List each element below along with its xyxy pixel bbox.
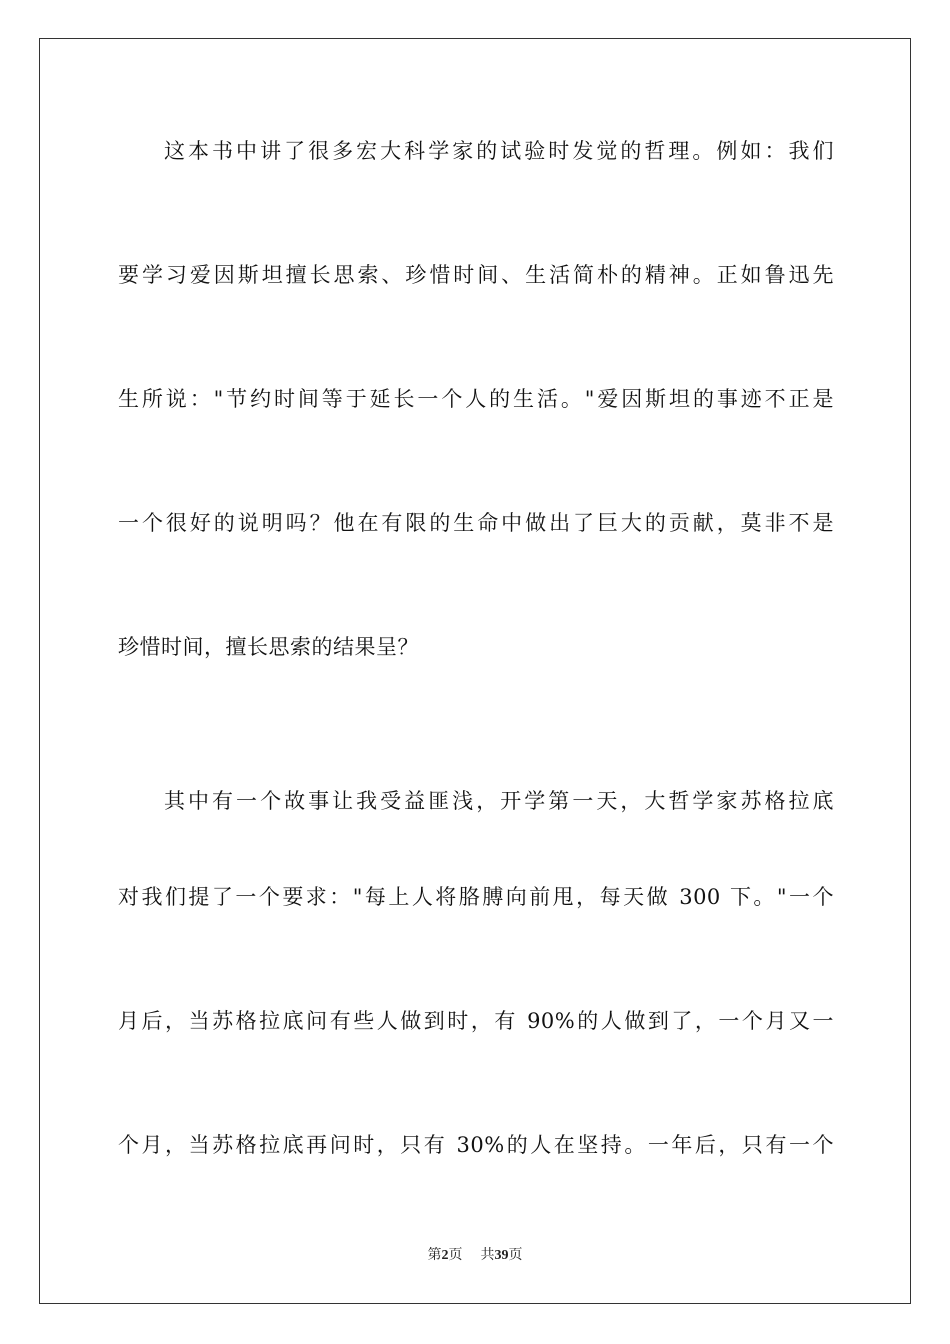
paragraph-1-line-4: 一个很好的说明吗？他在有限的生命中做出了巨大的贡献，莫非不是 [118,511,834,535]
total-page-number: 39 [494,1248,509,1263]
page-footer [0,1244,950,1264]
paragraph-2-line-1: 其中有一个故事让我受益匪浅，开学第一天，大哲学家苏格拉底 [164,789,834,813]
paragraph-1-line-2: 要学习爱因斯坦擅长思索、珍惜时间、生活简朴的精神。正如鲁迅先 [118,263,834,287]
paragraph-2-line-3: 月后，当苏格拉底问有些人做到时，有 90%的人做到了，一个月又一 [118,1009,834,1033]
page-border [39,38,911,1304]
paragraph-2-line-2: 对我们提了一个要求："每上人将胳膊向前甩，每天做 300 下。"一个 [118,885,834,909]
paragraph-1-line-3: 生所说："节约时间等于延长一个人的生活。"爱因斯坦的事迹不正是 [118,387,834,411]
current-page-number: 2 [441,1248,449,1263]
page-unit: 页 [448,1247,463,1263]
paragraph-1-line-1: 这本书中讲了很多宏大科学家的试验时发觉的哲理。例如：我们 [164,139,834,163]
paragraph-1-line-5: 珍惜时间，擅长思索的结果呈？ [118,635,419,659]
paragraph-2-line-4: 个月，当苏格拉底再问时，只有 30%的人在坚持。一年后，只有一个 [118,1133,834,1157]
page-prefix: 第 [427,1247,442,1263]
total-unit: 页 [508,1247,523,1263]
total-prefix: 共 [480,1247,495,1263]
